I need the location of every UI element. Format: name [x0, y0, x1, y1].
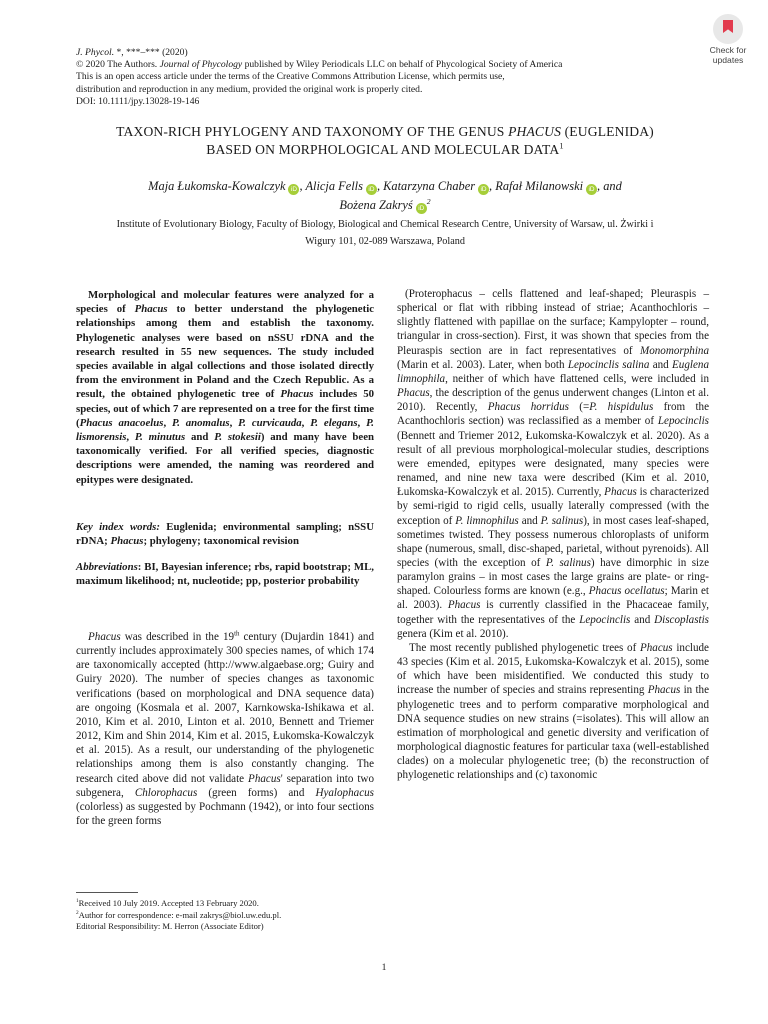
- check-for-updates-badge[interactable]: [702, 14, 754, 70]
- orcid-icon[interactable]: iD: [478, 184, 489, 195]
- article-title: TAXON-RICH PHYLOGENY AND TAXONOMY OF THE GENUS PHACUS (EUGLENIDA) BASED ON MORPHOLOGICAL AND MOLECULAR DATA$^1$: [116, 124, 654, 157]
- license-line-2: distribution and reproduction in any medium, provided the original work is properly cited.: [76, 83, 423, 95]
- author-list: Maja Łukomska-Kowalczyk iD , Alicja Fells iD , Katarzyna Chaber iD , Rafał Milanowski iD , and Bożena Zakryś $iD^2$: [148, 179, 622, 212]
- introduction-text: Phacus was described in the 19th century (Dujardin 1841) and currently includes approximately 300 species names, of which 174 are taxonomically accepted (http://www.algaebase.org; Guiry and Guiry 2020). The number of species changes as taxonomic verifications (based on morphological and DNA sequence data) are ongoing (Kosmala et al. 2007, Karnkowska-Ishikawa et al. 2010, Kim et al. 2010, Linton et al. 2010, Bennett and Triemer 2012, Kim and Shin 2014, Kim et al. 2015, Łukomska-Kowalczyk et al. 2015). As a result, our understanding of the phylogenetic relationships among them is also constantly changing. The research cited above did not validate Phacus' separation into two subgenera, Chlorophacus (green forms) and Hyalophacus (colorless) as suggested by Pochmann (1942), or into four sections for the green forms: [76, 630, 374, 828]
- affiliation: Institute of Evolutionary Biology, Faculty of Biology, Biological and Chemical Research Centre, University of Warsaw, ul. Żwirki i Wigury 101, 02-089 Warszawa, Poland: [116, 219, 654, 247]
- citation-line: J. Phycol. *, ***–*** (2020): [76, 47, 188, 58]
- author-name: Maja Łukomska-Kowalczyk: [148, 179, 286, 193]
- check-for-updates-label: Check for updates: [709, 45, 747, 65]
- footnote-divider: [76, 892, 138, 893]
- author-name: Rafał Milanowski: [495, 179, 584, 193]
- paragraph: The most recently published phylogenetic trees of Phacus include 43 species (Kim et al. 2015, Łukomska-Kowalczyk et al. 2015), some of which have been misidentified. We conducted this study to increase the number of species and strains representing Phacus in the phylogenetic trees and to perform comparative morphological and DNA sequence studies on new strains (=isolates). This will allow an estimation of morphological and genetic diversity and verification of morphological diagnostic features for particular taxa (well-established clades) on a molecular phylogenetic tree; (b) the reconstruction of phylogenetic relationships and (c) taxonomic: [397, 641, 709, 782]
- doi-line[interactable]: DOI: 10.1111/jpy.13028-19-146: [76, 95, 200, 107]
- orcid-icon[interactable]: iD: [366, 184, 377, 195]
- footnote-editorial: Editorial Responsibility: M. Herron (Associate Editor): [76, 921, 264, 932]
- orcid-icon[interactable]: iD: [586, 184, 597, 195]
- footnote-received: $^1$Received 10 July 2019. Accepted 13 February 2020.: [76, 898, 259, 908]
- paragraph: (Proterophacus – cells flattened and leaf-shaped; Pleuraspis – spherical or flat with ribbing instead of striae; Acanthochloris – slightly flattened with papillae on the surface; Kampylopter – round, triangular in cross-section). First, it was shown that species from the Pleuraspis section are in fact representatives of Monomorphina (Marin et al. 2003). Later, when both Lepocinclis salina and Euglena limnophila, neither of which have flattened cells, were included in Phacus, the description of the genus underwent changes (Linton et al. 2010). Recently, Phacus horridus (=P. hispidulus from the Acanthochloris section) was reclassified as a member of Lepocinclis (Bennett and Triemer 2012, Łukomska-Kowalczyk et al. 2020). As a result of all previous morphological-molecular studies, descriptions were emended, epitypes were designated, many species were renamed, and nine new taxa were described (Kim et al. 2010, Łukomska-Kowalczyk et al. 2015). Currently, Phacus is characterized by semi-rigid to rigid cells, usually laterally compressed (with the exception of P. limnophilus and P. salinus), in most cases leaf-shaped, sometimes twisted. They possess numerous chloroplasts of uniform shape (numerous, small, disc-shaped, parietal, without pyrenoids). All species (with the exception of P. salinus) have dimorphic in size paramylon grains – in most cases the large grains are plate- or ring-shaped. Colourless forms are known (e.g., Phacus ocellatus; Marin et al. 2003). Phacus is currently classified in the Phacaceae family, together with the representatives of the Lepocinclis and Discoplastis genera (Kim et al. 2010).: [397, 288, 710, 640]
- orcid-icon[interactable]: iD: [288, 184, 299, 195]
- copyright-line: © 2020 The Authors. Journal of Phycology published by Wiley Periodicals LLC on behalf of Phycological Society of America: [76, 59, 563, 71]
- orcid-icon[interactable]: iD: [416, 203, 427, 214]
- author-name: Bożena Zakryś: [339, 197, 413, 212]
- key-index-words: Key index words: Euglenida; environmental sampling; nSSU rDNA; Phacus; phylogeny; taxonomical revision: [76, 521, 374, 548]
- license-line-1: This is an open access article under the terms of the Creative Commons Attribution License, which permits use,: [76, 71, 505, 83]
- title-footnote-mark[interactable]: 1: [559, 139, 564, 150]
- check-for-updates-icon: [713, 14, 743, 44]
- abstract: Morphological and molecular features were analyzed for a species of Phacus to better understand the phylogenetic relationships among them and establish the taxonomy. Phylogenetic analyses were based on nSSU rDNA and the research resulted in 55 new sequences. The study included species available in algal collections and those isolated directly from the environment in Poland and the Czech Republic. As a result, the obtained phylogenetic tree of Phacus includes 50 species, out of which 7 are represented on a tree for the first time (Phacus anacoelus, P. anomalus, P. curvicauda, P. elegans, P. lismorensis, P. minutus and P. stokesii) and many have been taxonomically verified. For all verified species, diagnostic descriptions were amended, the naming was reordered and epitypes were designated.: [76, 289, 374, 486]
- right-column-text: [397, 287, 709, 782]
- page-number: 1: [381, 962, 387, 973]
- journal-header: [76, 47, 636, 108]
- footnote-correspondence: $^2$Author for correspondence: e-mail zakrys@biol.uw.edu.pl.: [76, 909, 282, 920]
- author-name: Katarzyna Chaber: [383, 179, 476, 193]
- footnotes: [76, 898, 374, 933]
- abbreviations: Abbreviations: BI, Bayesian inference; rbs, rapid bootstrap; ML, maximum likelihood; nt, nucleotide; pp, posterior probability: [76, 561, 374, 588]
- author-name: Alicja Fells: [305, 179, 363, 193]
- author-footnote-mark[interactable]: 2: [426, 196, 431, 206]
